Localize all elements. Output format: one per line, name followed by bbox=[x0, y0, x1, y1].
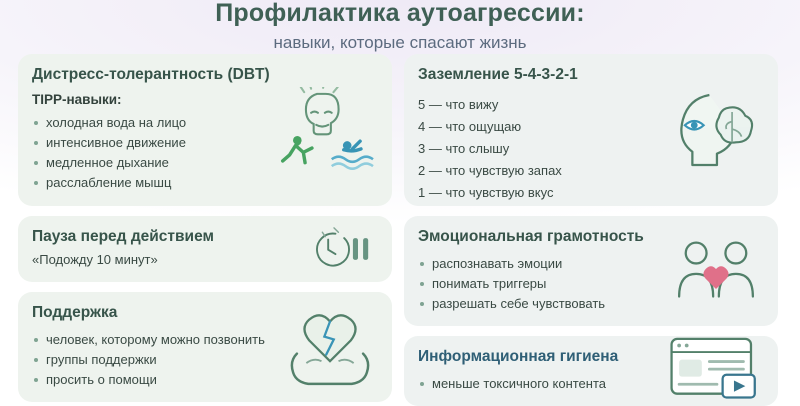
card-lead: TIPP-навыки: bbox=[32, 92, 122, 107]
left-column bbox=[18, 54, 392, 406]
hands-holding-heart-icon bbox=[278, 304, 382, 390]
running-person-and-swimmer-icon bbox=[278, 87, 382, 173]
card-emotional-literacy bbox=[404, 216, 778, 326]
list-item: группы поддержки bbox=[32, 350, 277, 370]
two-people-heart-icon bbox=[664, 228, 768, 314]
head-eye-brain-icon bbox=[664, 87, 768, 173]
card-grounding bbox=[404, 54, 778, 206]
list-item: человек, которому можно позвонить bbox=[32, 330, 277, 350]
right-column bbox=[404, 54, 778, 406]
list-item: разрешать себе чувствовать bbox=[418, 294, 663, 314]
card-list bbox=[418, 254, 663, 314]
card-list bbox=[32, 113, 277, 193]
grounding-line: 5 — что вижу bbox=[418, 97, 499, 112]
grounding-line: 2 — что чувствую запах bbox=[418, 163, 562, 178]
card-information-hygiene bbox=[404, 336, 778, 406]
list-item: понимать триггеры bbox=[418, 274, 663, 294]
card-title: Эмоциональная грамотность bbox=[418, 228, 644, 245]
card-list bbox=[418, 374, 663, 394]
clock-pause-icon bbox=[302, 218, 382, 280]
page-subtitle: навыки, которые спасают жизнь bbox=[273, 33, 527, 52]
list-item: распознавать эмоции bbox=[418, 254, 663, 274]
card-support bbox=[18, 292, 392, 402]
card-distress-tolerance bbox=[18, 54, 392, 206]
grounding-line: 1 — что чувствую вкус bbox=[418, 185, 554, 200]
card-title: Пауза перед действием bbox=[32, 228, 214, 245]
grounding-line: 4 — что ощущаю bbox=[418, 119, 522, 134]
card-pause-before-action bbox=[18, 216, 392, 282]
card-title: Поддержка bbox=[32, 304, 118, 321]
list-item: интенсивное движение bbox=[32, 133, 277, 153]
grounding-line: 3 — что слышу bbox=[418, 141, 510, 156]
card-list bbox=[32, 330, 277, 390]
list-item: холодная вода на лицо bbox=[32, 113, 277, 133]
card-title: Информационная гигиена bbox=[418, 348, 619, 365]
browser-window-icon bbox=[664, 336, 768, 406]
list-item: меньше токсичного контента bbox=[418, 374, 663, 394]
page-title: Профилактика аутоагрессии: bbox=[215, 0, 585, 27]
list-item: просить о помощи bbox=[32, 370, 277, 390]
card-quote: «Подожду 10 минут» bbox=[32, 252, 158, 267]
list-item: медленное дыхание bbox=[32, 153, 277, 173]
card-title: Заземление 5-4-3-2-1 bbox=[418, 66, 578, 83]
card-title: Дистресс-толерантность (DBT) bbox=[32, 66, 270, 83]
page-header bbox=[0, 0, 800, 53]
list-item: расслабление мышц bbox=[32, 173, 277, 193]
cards-columns bbox=[0, 54, 800, 406]
